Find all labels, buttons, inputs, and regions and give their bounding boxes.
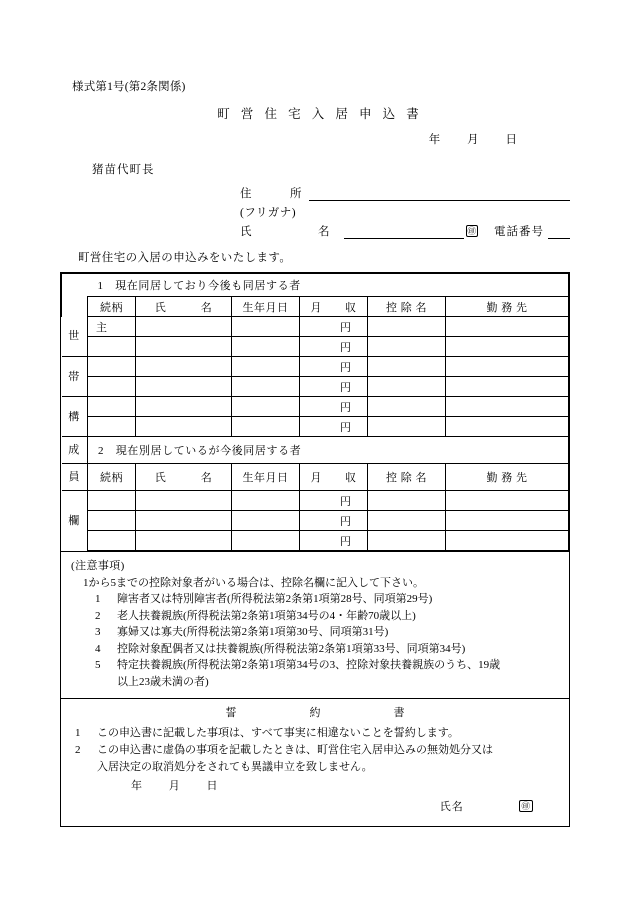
pledge-date (131, 778, 557, 795)
section1-header-work: 勤 務 先 (446, 297, 569, 317)
section2-header-name: 氏 名 (136, 464, 232, 491)
table-row (62, 397, 569, 417)
s2-row1-relation[interactable] (88, 491, 136, 511)
section1-header-relation: 続柄 (88, 297, 136, 317)
s2-row1-income[interactable]: 円 (300, 491, 368, 511)
row5-relation[interactable] (88, 397, 136, 417)
section1-title-row (62, 274, 569, 297)
row1-relation[interactable]: 主 (88, 317, 136, 337)
name-row (240, 223, 570, 239)
row5-name[interactable] (136, 397, 232, 417)
row1-deduction[interactable] (368, 317, 446, 337)
section2-header-birth: 生年月日 (232, 464, 300, 491)
notes-item-2-number: 2 (95, 609, 101, 622)
pledge-item-2 (75, 742, 557, 759)
s2-row3-birth[interactable] (232, 531, 300, 551)
notes-item-3-text: 寡婦又は寡夫(所得税法第2条第1項第30号、同項第31号) (117, 626, 389, 638)
row2-birth[interactable] (232, 337, 300, 357)
section2-header-work: 勤 務 先 (446, 464, 569, 491)
row5-deduction[interactable] (368, 397, 446, 417)
notes-item-2-text: 老人扶養親族(所得税法第2条第1項第34号の4・年齢70歳以上) (117, 609, 416, 622)
s2-row3-name[interactable] (136, 531, 232, 551)
row6-relation[interactable] (88, 417, 136, 437)
tel-input[interactable] (548, 224, 570, 239)
vertical-label-4: 成 (62, 437, 88, 464)
row3-relation[interactable] (88, 357, 136, 377)
s2-row3-income[interactable]: 円 (300, 531, 368, 551)
section1-title: 1 現在同居しており今後も同居する者 (88, 274, 569, 297)
notes-heading: (注意事項) (71, 560, 125, 572)
pledge-date-day: 日 (206, 780, 219, 792)
table-row (62, 337, 569, 357)
s2-row2-work[interactable] (446, 511, 569, 531)
household-box (60, 272, 570, 827)
pledge-item-2-text: この申込書に虚偽の事項を記載したときは、町営住宅入居申込みの無効処分又は (97, 744, 493, 756)
row3-income[interactable]: 円 (300, 357, 368, 377)
notes-lead: 1から5までの控除対象者がいる場合は、控除名欄に記入して下さい。 (83, 576, 424, 589)
s2-row1-name[interactable] (136, 491, 232, 511)
row5-income[interactable]: 円 (300, 397, 368, 417)
section1-header-deduction: 控 除 名 (368, 297, 446, 317)
row2-relation[interactable] (88, 337, 136, 357)
table-row (62, 491, 569, 511)
date-header-year: 年 (428, 134, 442, 146)
notes-item-1-text: 障害者又は特別障害者(所得税法第2条第1項第28号、同項第29号) (117, 593, 433, 605)
name-label: 氏 名 (240, 226, 338, 238)
row4-relation[interactable] (88, 377, 136, 397)
notes-item-3-number: 3 (95, 626, 101, 638)
row5-work[interactable] (446, 397, 569, 417)
pledge-signature-row (73, 799, 557, 816)
s2-row3-relation[interactable] (88, 531, 136, 551)
section1-header-income: 月 収 (300, 297, 368, 317)
section1-header-birth: 生年月日 (232, 297, 300, 317)
row5-birth[interactable] (232, 397, 300, 417)
addressee: 猪苗代町長 (92, 164, 155, 176)
pledge-section (61, 698, 569, 826)
pledge-name-label: 氏名 (439, 801, 464, 813)
row2-deduction[interactable] (368, 337, 446, 357)
s2-row1-deduction[interactable] (368, 491, 446, 511)
row3-birth[interactable] (232, 357, 300, 377)
table-row (62, 317, 569, 337)
table-row (62, 377, 569, 397)
row6-deduction[interactable] (368, 417, 446, 437)
notes-item-4-number: 4 (95, 642, 101, 655)
vertical-label-2: 帯 (62, 357, 88, 397)
notes-item-5-number: 5 (95, 659, 101, 671)
row1-name[interactable] (136, 317, 232, 337)
row3-name[interactable] (136, 357, 232, 377)
section2-header-income: 月 収 (300, 464, 368, 491)
date-header-month: 月 (467, 134, 480, 146)
row6-income[interactable]: 円 (300, 417, 368, 437)
s2-row2-name[interactable] (136, 511, 232, 531)
row4-work[interactable] (446, 377, 569, 397)
s2-row1-birth[interactable] (232, 491, 300, 511)
pledge-item-1-text: この申込書に記載した事項は、すべて事実に相違ないことを誓約します。 (97, 727, 459, 739)
section1-header-row (62, 297, 569, 317)
date-header (60, 131, 570, 147)
section2-title-row (62, 437, 569, 464)
table-row (62, 417, 569, 437)
notes-item-5-continued: 以上23歳未満の者) (117, 675, 209, 688)
row1-birth[interactable] (232, 317, 300, 337)
row1-income[interactable]: 円 (300, 317, 368, 337)
row2-name[interactable] (136, 337, 232, 357)
row4-birth[interactable] (232, 377, 300, 397)
s2-row2-birth[interactable] (232, 511, 300, 531)
name-input[interactable] (344, 224, 464, 239)
row2-income[interactable]: 円 (300, 337, 368, 357)
list-item (95, 641, 559, 658)
row3-deduction[interactable] (368, 357, 446, 377)
notes-item-4-text: 控除対象配偶者又は扶養親族(所得税法第2条第1項第33号、同項第34号) (117, 642, 466, 655)
address-row (240, 185, 570, 201)
pledge-title: 誓 約 書 (225, 707, 415, 719)
pledge-item-2-continued: 入居決定の取消処分をされても異議申立を致しません。 (97, 761, 373, 773)
vertical-label-6: 欄 (62, 491, 88, 551)
page-title: 町 営 住 宅 入 居 申 込 書 (217, 107, 423, 121)
notes-list (71, 591, 559, 674)
s2-row1-work[interactable] (446, 491, 569, 511)
s2-row2-relation[interactable] (88, 511, 136, 531)
s2-row3-deduction[interactable] (368, 531, 446, 551)
s2-row2-deduction[interactable] (368, 511, 446, 531)
section2-header-row (62, 464, 569, 491)
furigana-label: (フリガナ) (240, 207, 297, 219)
section1-header-name: 氏 名 (136, 297, 232, 317)
form-number: 様式第1号(第2条関係) (72, 81, 186, 93)
s2-row2-income[interactable]: 円 (300, 511, 368, 531)
section2-title: 2 現在別居しているが今後同居する者 (88, 437, 569, 464)
row2-work[interactable] (446, 337, 569, 357)
address-label: 住 所 (240, 188, 303, 200)
table-row (62, 357, 569, 377)
pledge-item-1 (75, 725, 557, 742)
pledge-item-1-number: 1 (75, 727, 81, 739)
s2-row3-work[interactable] (446, 531, 569, 551)
list-item (95, 657, 559, 674)
applicant-block (240, 185, 570, 239)
date-header-day: 日 (505, 134, 518, 146)
vertical-label-3: 構 (62, 397, 88, 437)
pledge-seal-icon: ㊞ (521, 801, 531, 811)
list-item (95, 591, 559, 608)
household-table (61, 273, 569, 551)
notes-item-1-number: 1 (95, 593, 101, 605)
list-item (95, 624, 559, 641)
row6-name[interactable] (136, 417, 232, 437)
row4-deduction[interactable] (368, 377, 446, 397)
row4-name[interactable] (136, 377, 232, 397)
seal-icon: ㊞ (467, 226, 477, 236)
pledge-item-2-number: 2 (75, 744, 81, 756)
row4-income[interactable]: 円 (300, 377, 368, 397)
list-item (95, 608, 559, 625)
row1-work[interactable] (446, 317, 569, 337)
pledge-date-month: 月 (168, 780, 181, 792)
row6-work[interactable] (446, 417, 569, 437)
section2-header-deduction: 控 除 名 (368, 464, 446, 491)
vertical-label-5: 員 (62, 464, 88, 491)
row6-birth[interactable] (232, 417, 300, 437)
table-row (62, 511, 569, 531)
table-row (62, 531, 569, 551)
intro-text: 町営住宅の入居の申込みをいたします。 (78, 252, 292, 264)
address-input[interactable] (309, 186, 571, 201)
section2-header-relation: 続柄 (88, 464, 136, 491)
vertical-label-1: 世 (62, 317, 88, 357)
tel-label: 電話番号 (494, 226, 545, 238)
pledge-date-year: 年 (131, 780, 143, 792)
row3-work[interactable] (446, 357, 569, 377)
notes-item-5-text: 特定扶養親族(所得税法第2条第1項第34号の3、控除対象扶養親族のうち、19歳 (117, 659, 501, 671)
notes-section (61, 551, 569, 698)
